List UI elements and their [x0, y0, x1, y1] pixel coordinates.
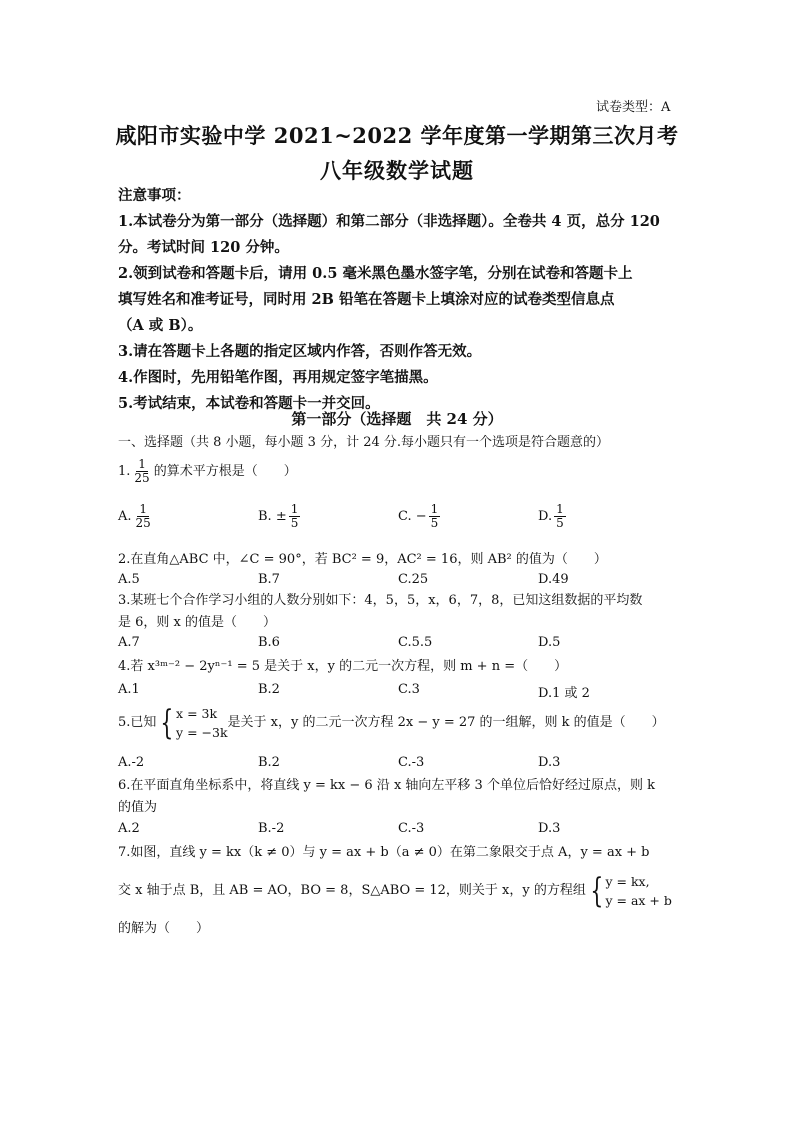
notes-block: [118, 183, 680, 417]
fraction: [134, 503, 153, 530]
fraction: [429, 503, 441, 530]
question-3-stem: [118, 590, 678, 634]
q4-option-d: D.1 或 2: [538, 686, 590, 701]
question-2-stem: 2.在直角△ABC 中，∠C = 90°，若 BC² = 9，AC² = 16，则 AB² 的值为（ ）: [118, 552, 607, 567]
q3-option-d: D.5: [538, 635, 561, 650]
note-item-3: 3.请在答题卡上各题的指定区域内作答，否则作答无效。: [118, 343, 482, 360]
fraction-denominator: 25: [135, 516, 151, 530]
question-7-line-3: 的解为（ ）: [118, 921, 210, 936]
q4-option-c: C.3: [398, 682, 420, 697]
q2-option-b: B.7: [258, 572, 280, 587]
system-line-2: y = ax + b: [605, 893, 672, 908]
fraction-numerator: 1: [556, 502, 564, 516]
question-1-text: 的算术平方根是（ ）: [153, 463, 297, 479]
section-instructions: 一、选择题（共 8 小题，每小题 3 分，计 24 分.每小题只有一个选项是符合题意的）: [118, 435, 610, 450]
q6-option-c: C.-3: [398, 821, 425, 836]
question-1-stem: [118, 458, 678, 485]
fraction-denominator: 5: [556, 516, 564, 530]
option-label: A.: [118, 509, 132, 524]
q2-option-d: D.49: [538, 572, 569, 587]
section-title: 第一部分（选择题 共 24 分）: [291, 410, 503, 428]
option-label: C. −: [398, 509, 427, 524]
note-item-1a: 1.本试卷分为第一部分（选择题）和第二部分（非选择题）。全卷共 4 页，总分 120: [118, 213, 660, 230]
question-7-line-1: 7.如图，直线 y = kx（k ≠ 0）与 y = ax + b（a ≠ 0）在第二象限交于点 A，y = ax + b: [118, 845, 650, 860]
equation-system: [586, 872, 672, 910]
fraction-denominator: 25: [134, 471, 150, 485]
notes-heading: 注意事项：: [118, 187, 191, 204]
q4-option-b: B.2: [258, 682, 280, 697]
system-line-1: y = kx,: [605, 874, 650, 889]
system-line-1: x = 3k: [176, 706, 218, 721]
question-3-line-2: 是 6，则 x 的值是（ ）: [118, 615, 276, 630]
q6-option-d: D.3: [538, 821, 561, 836]
note-item-2b: 填写姓名和准考证号，同时用 2B 铅笔在答题卡上填涂对应的试卷类型信息点: [118, 291, 615, 308]
note-item-5: 5.考试结束，本试卷和答题卡一并交回。: [118, 395, 380, 412]
fraction: [289, 503, 301, 530]
question-6-line-1: 6.在平面直角坐标系中，将直线 y = kx − 6 沿 x 轴向左平移 3 个单位后恰好经过原点，则 k: [118, 778, 655, 793]
brace-icon: {: [160, 703, 174, 743]
option-label: B. ±: [258, 509, 287, 524]
question-7-line-2: [118, 872, 678, 910]
q1-option-b: [258, 503, 302, 530]
fraction: [132, 458, 151, 485]
q3-option-c: C.5.5: [398, 635, 433, 650]
fraction: [554, 503, 566, 530]
q6-option-a: A.2: [118, 821, 140, 836]
brace-icon: {: [590, 871, 604, 911]
question-5-prefix: 5.已知: [118, 715, 157, 730]
question-3-line-1: 3.某班七个合作学习小组的人数分别如下：4，5，5，x，6，7，8，已知这组数据的平均数: [118, 593, 643, 608]
q3-option-a: A.7: [118, 635, 140, 650]
fraction-denominator: 5: [430, 516, 439, 530]
q1-option-a: [118, 503, 155, 530]
q5-option-a: A.-2: [118, 755, 145, 770]
question-6-line-2: 的值为: [118, 800, 158, 815]
q4-option-a: A.1: [118, 682, 140, 697]
q5-option-d: D.3: [538, 755, 561, 770]
q5-option-c: C.-3: [398, 755, 425, 770]
q6-option-b: B.-2: [258, 821, 285, 836]
fraction-numerator: 1: [290, 502, 299, 516]
question-7-text: 交 x 轴于点 B，且 AB = AO，BO = 8，S△ABO = 12，则关于 x，y 的方程组: [118, 883, 586, 898]
fraction-numerator: 1: [138, 457, 146, 471]
q1-option-d: [538, 503, 568, 530]
exam-title: 咸阳市实验中学 2021~2022 学年度第一学期第三次月考: [115, 123, 679, 148]
q1-option-c: [398, 503, 442, 530]
question-4-stem: 4.若 x³ᵐ⁻² − 2yⁿ⁻¹ = 5 是关于 x，y 的二元一次方程，则 m + n =（ ）: [118, 659, 568, 674]
fraction-denominator: 5: [290, 516, 299, 530]
note-item-4: 4.作图时，先用铅笔作图，再用规定签字笔描黑。: [118, 369, 438, 386]
q2-option-c: C.25: [398, 572, 429, 587]
q3-option-b: B.6: [258, 635, 280, 650]
question-1-number: 1.: [118, 463, 131, 479]
exam-subtitle: 八年级数学试题: [320, 158, 474, 183]
note-item-2c: （A 或 B）。: [118, 317, 203, 334]
question-6-stem: [118, 775, 678, 819]
note-item-1b: 分。考试时间 120 分钟。: [118, 239, 289, 256]
q5-option-b: B.2: [258, 755, 280, 770]
system-line-2: y = −3k: [176, 725, 228, 740]
equation-system: [156, 704, 227, 742]
question-5-stem: [118, 704, 678, 742]
fraction-numerator: 1: [430, 502, 439, 516]
fraction-numerator: 1: [139, 502, 147, 516]
q2-option-a: A.5: [118, 572, 140, 587]
question-5-suffix: 是关于 x，y 的二元一次方程 2x − y = 27 的一组解，则 k 的值是（ ）: [227, 715, 665, 730]
note-item-2a: 2.领到试卷和答题卡后，请用 0.5 毫米黑色墨水签字笔，分别在试卷和答题卡上: [118, 265, 633, 282]
option-label: D.: [538, 509, 553, 524]
paper-type-label: 试卷类型：A: [596, 100, 671, 115]
